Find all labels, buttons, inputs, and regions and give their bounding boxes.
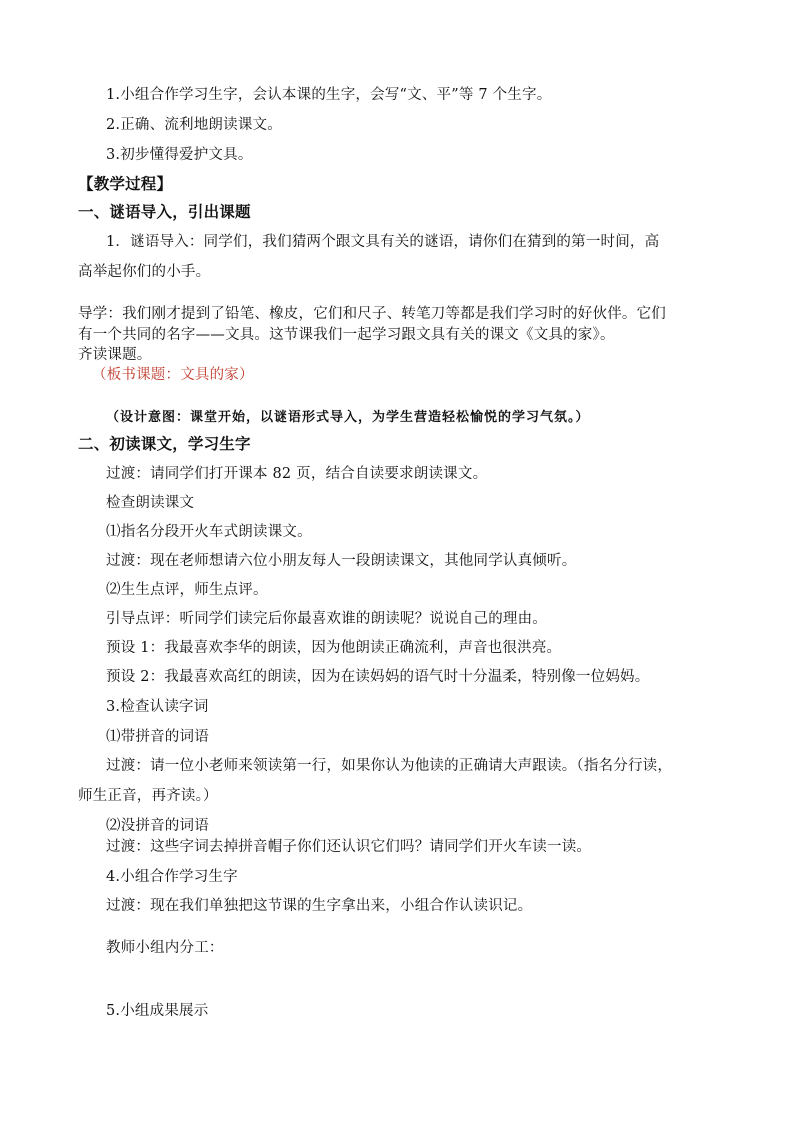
riddle-intro-line-2: 高举起你们的小手。 <box>78 264 211 280</box>
transition-3-line-2: 师生正音，再齐读。） <box>78 788 218 804</box>
transition-4: 过渡：这些字词去掉拼音帽子你们还认识它们吗？请同学们开火车读一读。 <box>106 839 592 855</box>
transition-5: 过渡：现在我们单独把这节课的生字拿出来，小组合作认读识记。 <box>106 898 533 914</box>
group-results: 5.小组成果展示 <box>106 1003 209 1019</box>
board-title: （板书课题：文具的家） <box>92 367 254 383</box>
step-1: ⑴指名分段开火车式朗读课文。 <box>106 524 312 540</box>
objective-2: 2.正确、流利地朗读课文。 <box>106 117 282 133</box>
design-intent-note: （设计意图：课堂开始，以谜语形式导入，为学生营造轻松愉悦的学习气氛。） <box>106 410 590 425</box>
check-reading: 检查朗读课文 <box>106 495 195 511</box>
preset-1: 预设 1：我最喜欢李华的朗读，因为他朗读正确流利，声音也很洪亮。 <box>106 640 562 656</box>
teacher-division: 教师小组内分工： <box>106 940 224 956</box>
objective-3: 3.初步懂得爱护文具。 <box>106 147 253 163</box>
objective-1: 1.小组合作学习生字，会认本课的生字，会写“文、平”等 7 个生字。 <box>106 87 552 103</box>
preset-2: 预设 2：我最喜欢高红的朗读，因为在读妈妈的语气时十分温柔，特别像一位妈妈。 <box>106 669 650 685</box>
section-2-heading: 二、初读课文，学习生字 <box>78 434 251 453</box>
guide-line-1: 导学：我们刚才提到了铅笔、橡皮，它们和尺子、转笔刀等都是我们学习时的好伙伴。它们 <box>78 306 666 322</box>
check-words: 3.检查认读字词 <box>106 699 209 715</box>
guide-comment: 引导点评：听同学们读完后你最喜欢谁的朗读呢？说说自己的理由。 <box>106 611 547 627</box>
transition-2: 过渡：现在老师想请六位小朋友每人一段朗读课文，其他同学认真倾听。 <box>106 553 577 569</box>
read-title: 齐读课题。 <box>78 347 152 363</box>
section-1-heading: 一、谜语导入，引出课题 <box>78 202 251 221</box>
transition-1: 过渡：请同学们打开课本 82 页，结合自读要求朗读课文。 <box>106 466 488 482</box>
guide-line-2: 有一个共同的名字——文具。这节课我们一起学习跟文具有关的课文《文具的家》。 <box>78 327 615 343</box>
transition-3-line-1: 过渡：请一位小老师来领读第一行，如果你认为他读的正确请大声跟读。（指名分行读， <box>106 758 673 774</box>
riddle-intro-line-1: 1．谜语导入：同学们，我们猜两个跟文具有关的谜语，请你们在猜到的第一时间，高 <box>106 234 660 250</box>
group-study: 4.小组合作学习生字 <box>106 869 238 885</box>
process-heading: 【教学过程】 <box>78 174 173 193</box>
no-pinyin-words: ⑵没拼音的词语 <box>106 818 209 834</box>
pinyin-words: ⑴带拼音的词语 <box>106 729 209 745</box>
step-2: ⑵生生点评，师生点评。 <box>106 582 268 598</box>
